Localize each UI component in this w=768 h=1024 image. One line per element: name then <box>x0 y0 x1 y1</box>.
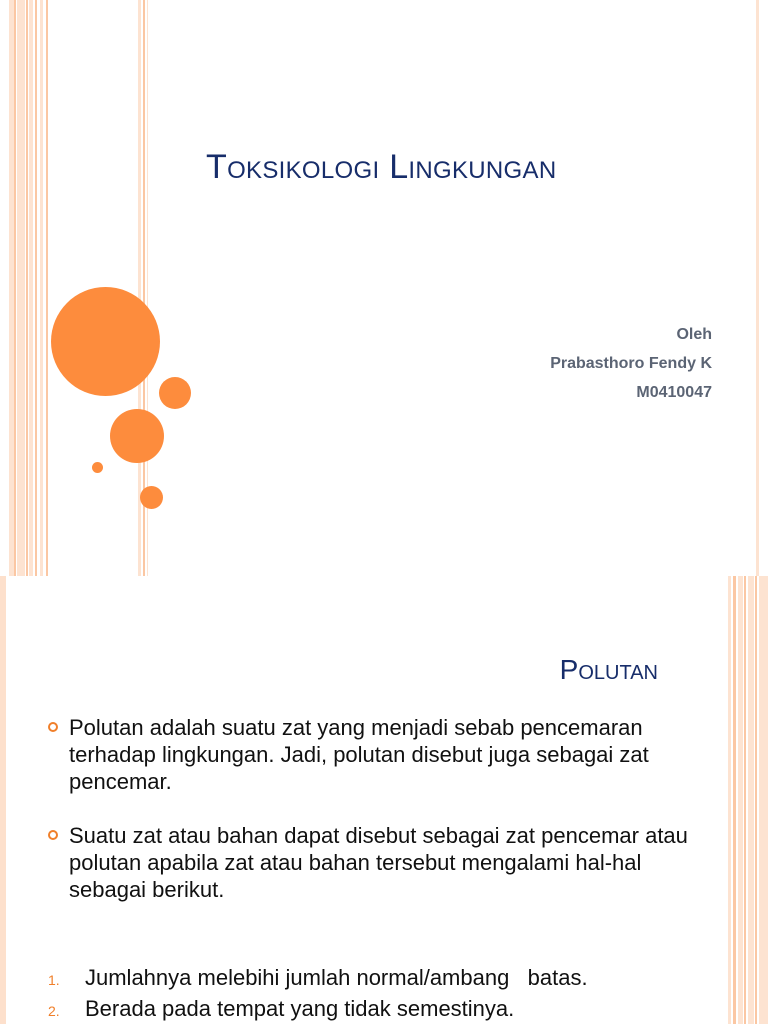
numbered-item <box>48 962 708 993</box>
decorative-circle-large <box>51 287 160 396</box>
decorative-stripe <box>46 0 48 576</box>
author-name: Prabasthoro Fendy K <box>550 355 712 372</box>
decorative-circle-small <box>140 486 163 509</box>
decorative-stripe <box>755 576 757 1024</box>
decorative-stripe <box>744 576 746 1024</box>
decorative-stripe <box>138 0 141 576</box>
decorative-stripe <box>40 0 43 576</box>
circle-bullet-icon <box>48 830 58 840</box>
author-label: Oleh <box>676 326 712 343</box>
decorative-stripe <box>14 0 16 576</box>
numbered-item <box>48 993 708 1024</box>
bullet-item <box>48 714 688 795</box>
bullet-item <box>48 822 688 903</box>
slide-polutan <box>0 576 768 1024</box>
decorative-stripe <box>26 0 28 576</box>
item-number: 2. <box>48 1003 60 1019</box>
decorative-stripe <box>759 576 768 1024</box>
item-text: Berada pada tempat yang tidak semestinya. <box>85 996 515 1021</box>
decorative-stripe <box>29 0 33 576</box>
circle-bullet-icon <box>48 722 58 732</box>
decorative-stripe <box>0 576 6 1024</box>
item-text: Jumlahnya melebihi jumlah normal/ambang batas. <box>85 965 588 990</box>
decorative-stripe <box>733 576 736 1024</box>
student-id: M0410047 <box>636 384 712 401</box>
decorative-stripe <box>728 576 731 1024</box>
decorative-stripe <box>738 576 743 1024</box>
decorative-stripe <box>35 0 37 576</box>
slide-title-text: Polutan <box>559 654 658 685</box>
decorative-stripe <box>756 0 759 576</box>
bullet-text: Polutan adalah suatu zat yang menjadi sebab pencemaran terhadap lingkungan. Jadi, polutan disebut juga sebagai zat pencemar. <box>69 715 649 794</box>
bullet-list <box>48 714 688 903</box>
decorative-circle-medium <box>110 409 164 463</box>
author-block <box>550 320 712 407</box>
decorative-circle-small <box>159 377 191 409</box>
item-number: 1. <box>48 972 60 988</box>
decorative-stripe <box>17 0 25 576</box>
slide-title-text: Toksikologi Lingkungan <box>206 148 557 186</box>
decorative-stripe <box>748 576 754 1024</box>
decorative-circle-tiny <box>92 462 103 473</box>
numbered-list <box>48 962 708 1024</box>
bullet-text: Suatu zat atau bahan dapat disebut sebagai zat pencemar atau polutan apabila zat atau bahan tersebut mengalami hal-hal sebagai berikut. <box>69 823 688 902</box>
